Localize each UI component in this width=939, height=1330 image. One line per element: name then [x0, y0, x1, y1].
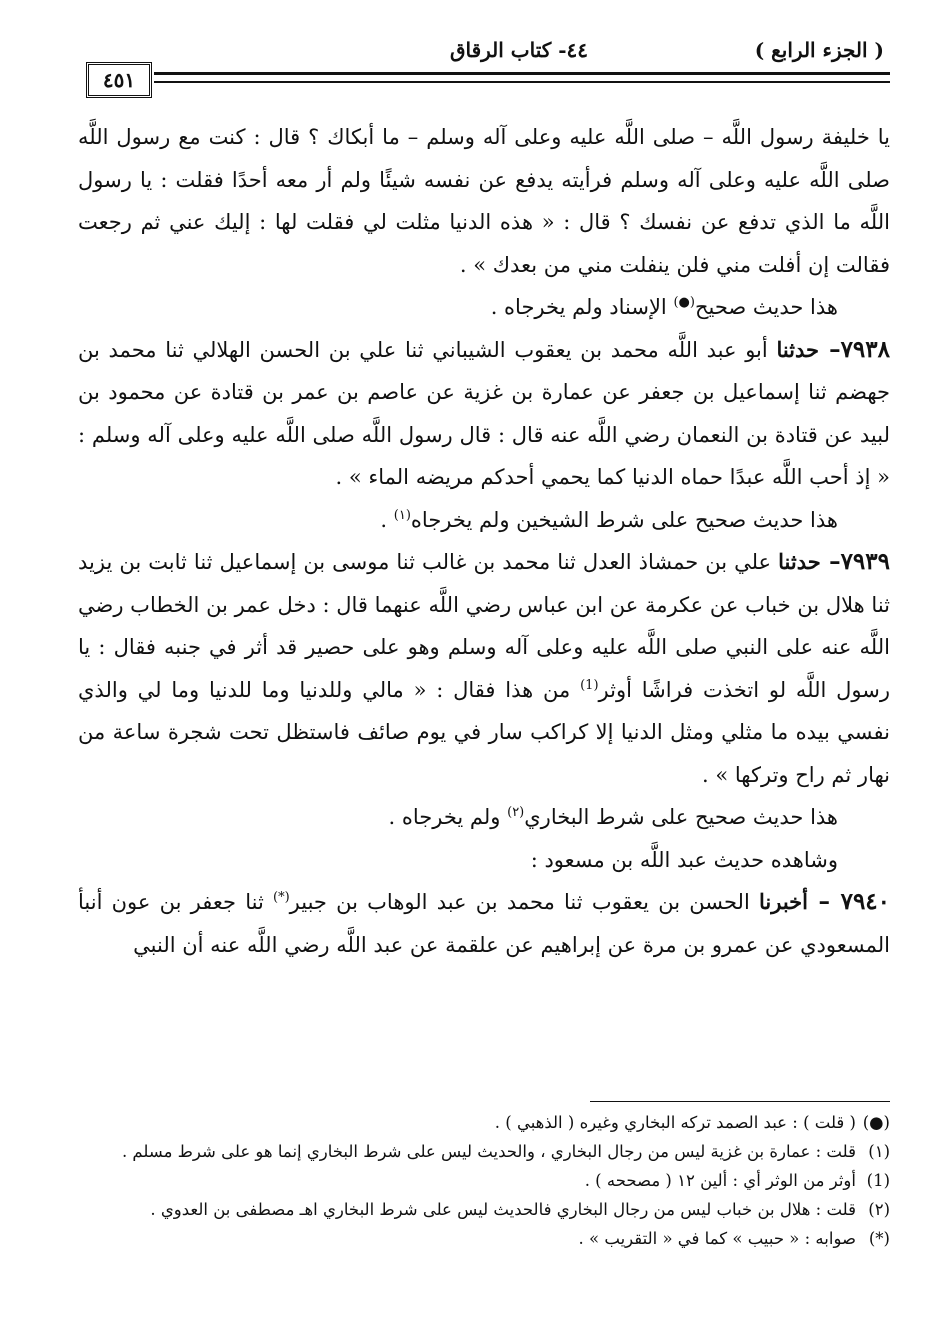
grading-note — [78, 796, 890, 839]
header-rule-thin — [154, 82, 890, 83]
grading-text: هذا حديث صحيح على شرط البخاري — [524, 805, 838, 829]
narration-word: حدثنا — [776, 336, 820, 362]
footnote — [78, 1137, 890, 1166]
grading-text-end: . — [380, 507, 394, 532]
footnote — [78, 1166, 890, 1195]
header-rule — [154, 72, 890, 82]
narration-word: أخبرنا — [759, 889, 808, 914]
footnote — [78, 1108, 890, 1137]
hadith-text-end: ثنا جعفر بن عون أنبأ المسعودي عن عمرو بن مرة عن إبراهيم عن علقمة عن عبد اللَّه رضي اللَّه عنه أن النبي — [78, 890, 890, 957]
book-title: ٤٤- كتاب الرقاق — [449, 38, 589, 62]
footnotes — [78, 1108, 890, 1253]
footnote-separator — [590, 1101, 890, 1102]
footnote-text: قلت : هلال بن خباب ليس من رجال البخاري فالحديث ليس على شرط البخاري اهـ مصطفى بن العدوي . — [150, 1200, 856, 1219]
witness-note — [78, 839, 890, 882]
hadith-text-end: من هذا فقال : « مالي وللدنيا وما للدنيا وما لي والذي نفسي بيده ما مثلي ومثل الدنيا إلا كراكب سار في يوم صائف فاستظل تحت شجرة ساعة من نهار ثم راح وتركها » . — [78, 677, 890, 787]
footnote — [78, 1195, 890, 1224]
footnote-text: أوثر من الوثر أي : ألين ١٢ ( مصححه ) . — [584, 1171, 856, 1190]
paragraph-text: يا خليفة رسول اللَّه – صلى اللَّه عليه وعلى آله وسلم – ما أبكاك ؟ قال : كنت مع رسول اللَّه صلى اللَّه عليه وعلى آله وسلم فرأيته يدفع عن نفسه شيئًا ولم أر معه أحدًا فقلت : يا رسول اللَّه ما الذي تدفع عن نفسك ؟ قال : « هذه الدنيا مثلت لي فقلت لها : إليك عني ثم رجعت فقالت إن أفلت مني فلن ينفلت مني من بعدك » . — [78, 125, 890, 277]
main-text — [78, 116, 890, 966]
hadith-text: علي بن حمشاذ العدل ثنا محمد بن غالب ثنا موسى بن إسماعيل ثنا ثابت بن يزيد ثنا هلال بن خباب عن عكرمة عن ابن عباس رضي اللَّه عنهما قال : دخل عمر بن الخطاب رضي اللَّه عنه على النبي صلى اللَّه عليه وعلى آله وسلم وهو على حصير قد أثر في جنبه فقال : يا رسول اللَّه لو اتخذت فراشًا أوثر — [78, 550, 890, 702]
hadith-7938 — [78, 329, 890, 499]
hadith-7939 — [78, 541, 890, 796]
paragraph — [78, 116, 890, 286]
footnote-mark: (1) — [866, 1171, 890, 1190]
grading-text-end: ولم يخرجاه . — [388, 805, 508, 829]
page-number: ٤٥١ — [86, 62, 152, 98]
page-header — [78, 38, 890, 100]
footnote-mark: (●) — [862, 1113, 890, 1132]
grading-note — [78, 499, 890, 542]
hadith-number: ٧٩٤٠ – — [808, 888, 891, 915]
grading-note — [78, 286, 890, 329]
footnote-ref: (*) — [273, 890, 290, 905]
hadith-number: ٧٩٣٩– — [820, 548, 890, 575]
footnote-text: صوابه : « حبيب » كما في « التقريب » . — [578, 1229, 856, 1248]
footnote-ref: (1) — [580, 677, 599, 693]
grading-text: هذا حديث صحيح على شرط الشيخين ولم يخرجاه — [410, 507, 838, 532]
witness-text: وشاهده حديث عبد اللَّه بن مسعود : — [530, 847, 838, 872]
hadith-text: الحسن بن يعقوب ثنا محمد بن عبد الوهاب بن جبير — [289, 890, 760, 914]
volume-title: ( الجزء الرابع ) — [754, 38, 884, 62]
footnote-ref: (●) — [673, 295, 695, 310]
footnote-mark: (٢) — [868, 1200, 890, 1219]
footnote-mark: (*) — [868, 1229, 890, 1248]
footnote-text: ( قلت ) : عبد الصمد تركه البخاري وغيره ( الذهبي ) . — [494, 1113, 856, 1132]
book-page — [78, 38, 890, 1300]
footnote-mark: (١) — [868, 1142, 890, 1161]
narration-word: حدثنا — [778, 549, 821, 574]
hadith-text: أبو عبد اللَّه محمد بن يعقوب الشيباني ثنا علي بن الحسن الهلالي ثنا محمد بن جهضم ثنا إسماعيل بن جعفر عن عمارة بن غزية عن عاصم بن عمر بن قتادة عن محمود بن لبيد عن قتادة بن النعمان رضي اللَّه عنه قال : قال رسول اللَّه صلى اللَّه عليه وعلى آله وسلم : « إذ أحب اللَّه عبدًا حماه الدنيا كما يحمي أحدكم مريضه الماء » . — [78, 337, 890, 489]
hadith-number: ٧٩٣٨– — [819, 335, 890, 363]
footnote — [78, 1224, 890, 1253]
footnote-ref: (٢) — [507, 805, 525, 820]
hadith-7940 — [78, 881, 890, 966]
grading-text-end: الإسناد ولم يخرجاه . — [490, 295, 674, 319]
footnote-text: قلت : عمارة بن غزية ليس من رجال البخاري ، والحديث ليس على شرط البخاري إنما هو على شرط مسلم . — [121, 1142, 856, 1161]
grading-text: هذا حديث صحيح — [694, 295, 838, 319]
footnote-ref: (١) — [393, 507, 411, 523]
